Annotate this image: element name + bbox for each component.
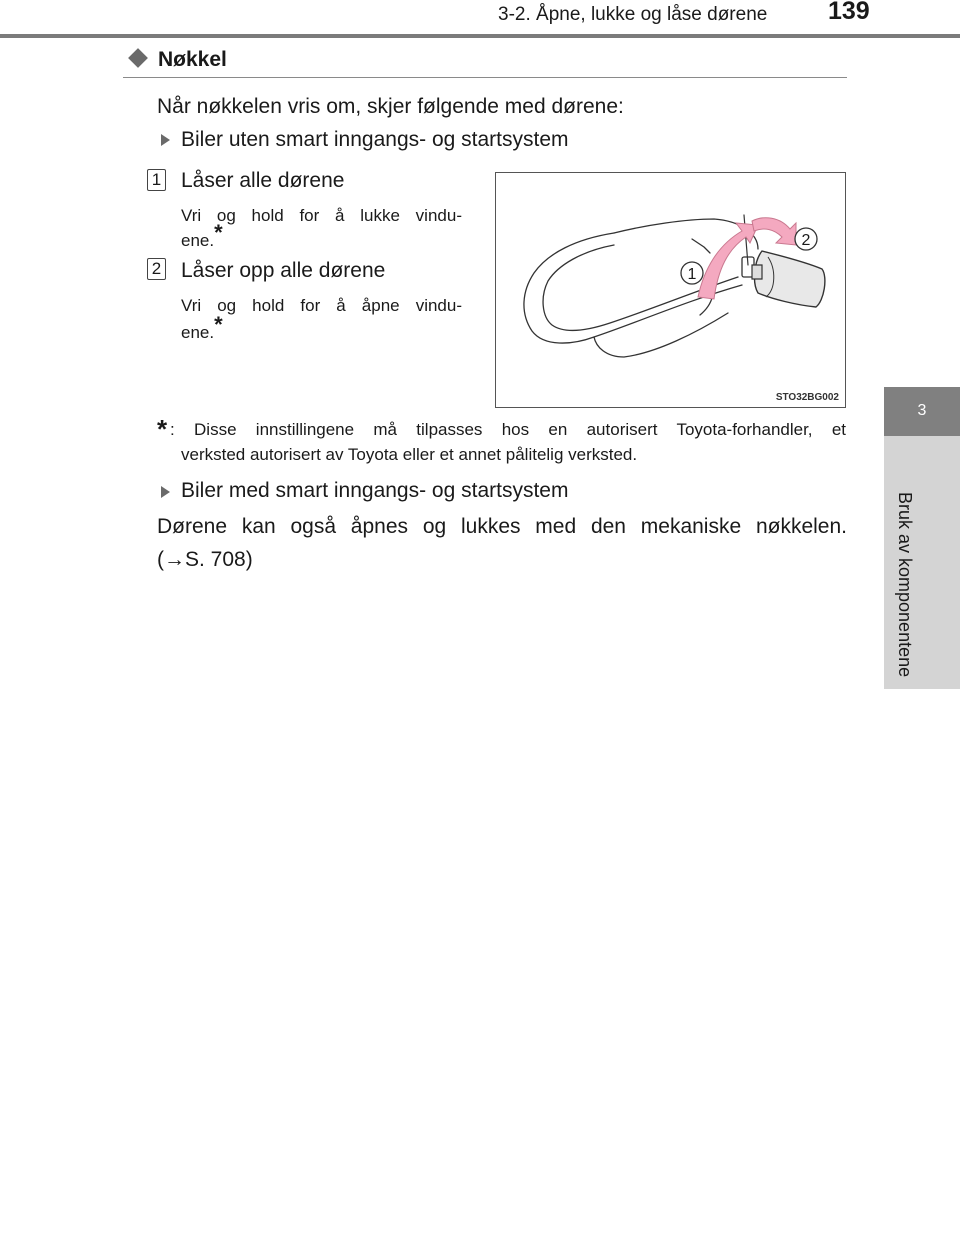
callout-2: [795, 228, 817, 250]
footnote-line-2: verksted autorisert av Toyota eller et annet pålitelig verksted.: [181, 445, 638, 464]
triangle-bullet-icon: [161, 134, 170, 146]
section-intro: Når nøkkelen vris om, skjer følgende med dørene:: [157, 95, 624, 118]
body-paragraph: Dørene kan også åpnes og lukkes med den mekaniske nøkkelen.: [157, 515, 847, 538]
footnote-mark: *: [214, 220, 223, 245]
chapter-label: Bruk av komponentene: [895, 492, 915, 678]
key: [752, 251, 825, 307]
callout-2-label: 2: [801, 232, 811, 249]
triangle-bullet-icon: [161, 486, 170, 498]
subsection-heading: Biler uten smart inngangs- og startsystem: [181, 128, 569, 151]
callout-1-label: 1: [687, 266, 697, 283]
item-badge: 1: [147, 169, 166, 191]
item-description: Vri og hold for å lukke vindu-: [181, 206, 462, 225]
running-header: 3-2. Åpne, lukke og låse dørene: [498, 4, 768, 25]
item-badge: 2: [147, 258, 166, 280]
page-number: 139: [828, 0, 870, 25]
item-description-end: ene.: [181, 323, 215, 342]
figure-code: STO32BG002: [775, 392, 839, 403]
section-rule: [123, 77, 847, 78]
page-reference: (→S. 708): [157, 548, 253, 571]
door-body-line: [594, 313, 728, 357]
diamond-bullet-icon: [128, 48, 148, 68]
door-handle-key-drawing: [496, 173, 844, 406]
item-description-cont: [181, 312, 223, 344]
item-title: Låser alle dørene: [181, 169, 345, 192]
chapter-number: 3: [917, 402, 927, 419]
key-illustration: [495, 172, 846, 408]
footnote-line-1: : Disse innstillingene må tilpasses hos en autorisert Toyota-forhandler, et: [170, 420, 846, 439]
footnote-star: *: [157, 414, 168, 444]
header-rule: [0, 34, 960, 38]
subsection-heading: Biler med smart inngangs- og startsystem: [181, 479, 569, 502]
unlock-rotation-arrow-icon: [752, 218, 796, 245]
section-title: Nøkkel: [158, 48, 227, 71]
item-title: Låser opp alle dørene: [181, 259, 386, 282]
lock-detail: [692, 239, 710, 253]
lock-rotation-arrow-icon: [698, 223, 758, 299]
item-description-end: ene.: [181, 231, 215, 250]
callout-1: [681, 262, 703, 284]
footnote-mark: *: [214, 312, 223, 337]
item-description-cont: [181, 220, 223, 252]
item-description: Vri og hold for å åpne vindu-: [181, 296, 462, 315]
